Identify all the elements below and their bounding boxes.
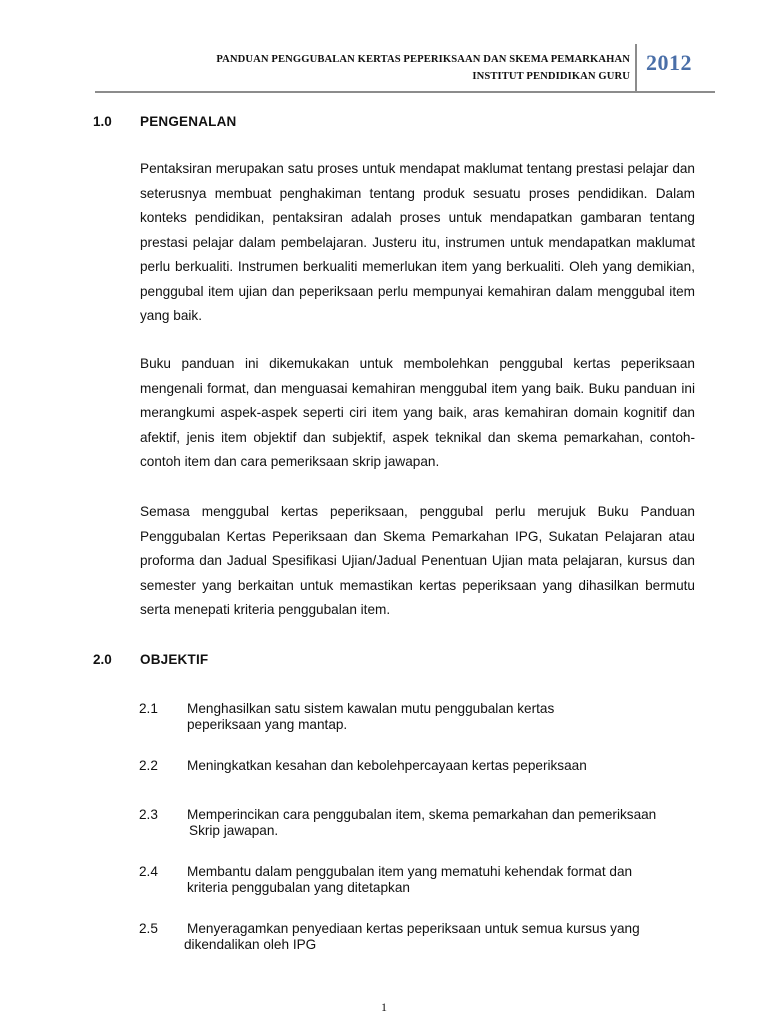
section-title: PENGENALAN [140,114,237,129]
list-item-number: 2.4 [139,864,158,879]
page-number: 1 [381,1000,387,1014]
list-item-line: peperiksaan yang mantap. [187,717,348,732]
section-number: 1.0 [93,114,112,129]
paragraph: Pentaksiran merupakan satu proses untuk mendapat maklumat tentang prestasi pelajar dan seterusnya membuat penghakiman tentang produk sesuatu proses pendidikan. Dalam konteks pendidikan, pentaksiran adalah proses untuk mendapatkan gambaran tentang prestasi pelajar dalam pembelajaran. Justeru itu, instrumen untuk mendapatkan maklumat perlu berkualiti. Instrumen berkualiti memerlukan item yang berkualiti. Oleh yang demikian, penggubal item ujian dan peperiksaan perlu mempunyai kemahiran dalam menggubal item yang baik. [140,161,695,323]
list-item-line: Menghasilkan satu sistem kawalan mutu penggubalan kertas [187,701,555,716]
list-item-line: Skrip jawapan. [189,823,279,838]
list-item-line: Meningkatkan kesahan dan kebolehpercayaan kertas peperiksaan [187,758,587,773]
list-item-number: 2.2 [139,758,158,773]
header-title [110,51,630,85]
list-item-number: 2.1 [139,701,158,716]
list-item-line: Membantu dalam penggubalan item yang mematuhi kehendak format dan [187,864,633,879]
list-item-line: Memperincikan cara penggubalan item, skema pemarkahan dan pemeriksaan [187,807,657,822]
list-item-line: kriteria penggubalan yang ditetapkan [187,880,410,895]
list-item-number: 2.5 [139,921,158,936]
list-item-line: dikendalikan oleh IPG [184,937,317,952]
header-title-line1: PANDUAN PENGGUBALAN KERTAS PEPERIKSAAN DAN SKEMA PEMARKAHAN [216,54,630,65]
list-item [184,921,687,953]
paragraph: Semasa menggubal kertas peperiksaan, penggubal perlu merujuk Buku Panduan Penggubalan Kertas Peperiksaan dan Skema Pemarkahan IPG, Sukatan Pelajaran atau proforma dan Jadual Spesifikasi Ujian/Jadual Penentuan Ujian mata pelajaran, kursus dan semester yang berkaitan untuk memastikan kertas peperiksaan yang dihasilkan bermutu serta menepati kriteria penggubalan item. [140,504,695,617]
header-rule [95,91,715,93]
section-number: 2.0 [93,652,112,667]
header-title-line2: INSTITUT PENDIDIKAN GURU [472,71,630,82]
section-title: OBJEKTIF [140,652,209,667]
list-item-line: Menyeragamkan penyediaan kertas peperiksaan untuk semua kursus yang [187,921,640,936]
list-item [187,807,687,839]
list-item-number: 2.3 [139,807,158,822]
list-item [187,864,687,896]
paragraph: Buku panduan ini dikemukakan untuk membolehkan penggubal kertas peperiksaan mengenali format, dan menguasai kemahiran menggubal item yang baik. Buku panduan ini merangkumi aspek-aspek seperti ciri item yang baik, aras kemahiran domain kognitif dan afektif, jenis item objektif dan subjektif, aspek teknikal dan skema pemarkahan, contoh-contoh item dan cara pemeriksaan skrip jawapan. [140,356,695,469]
list-item [187,758,687,774]
header-separator [635,44,637,92]
list-item [187,701,687,733]
header-year: 2012 [646,50,692,75]
